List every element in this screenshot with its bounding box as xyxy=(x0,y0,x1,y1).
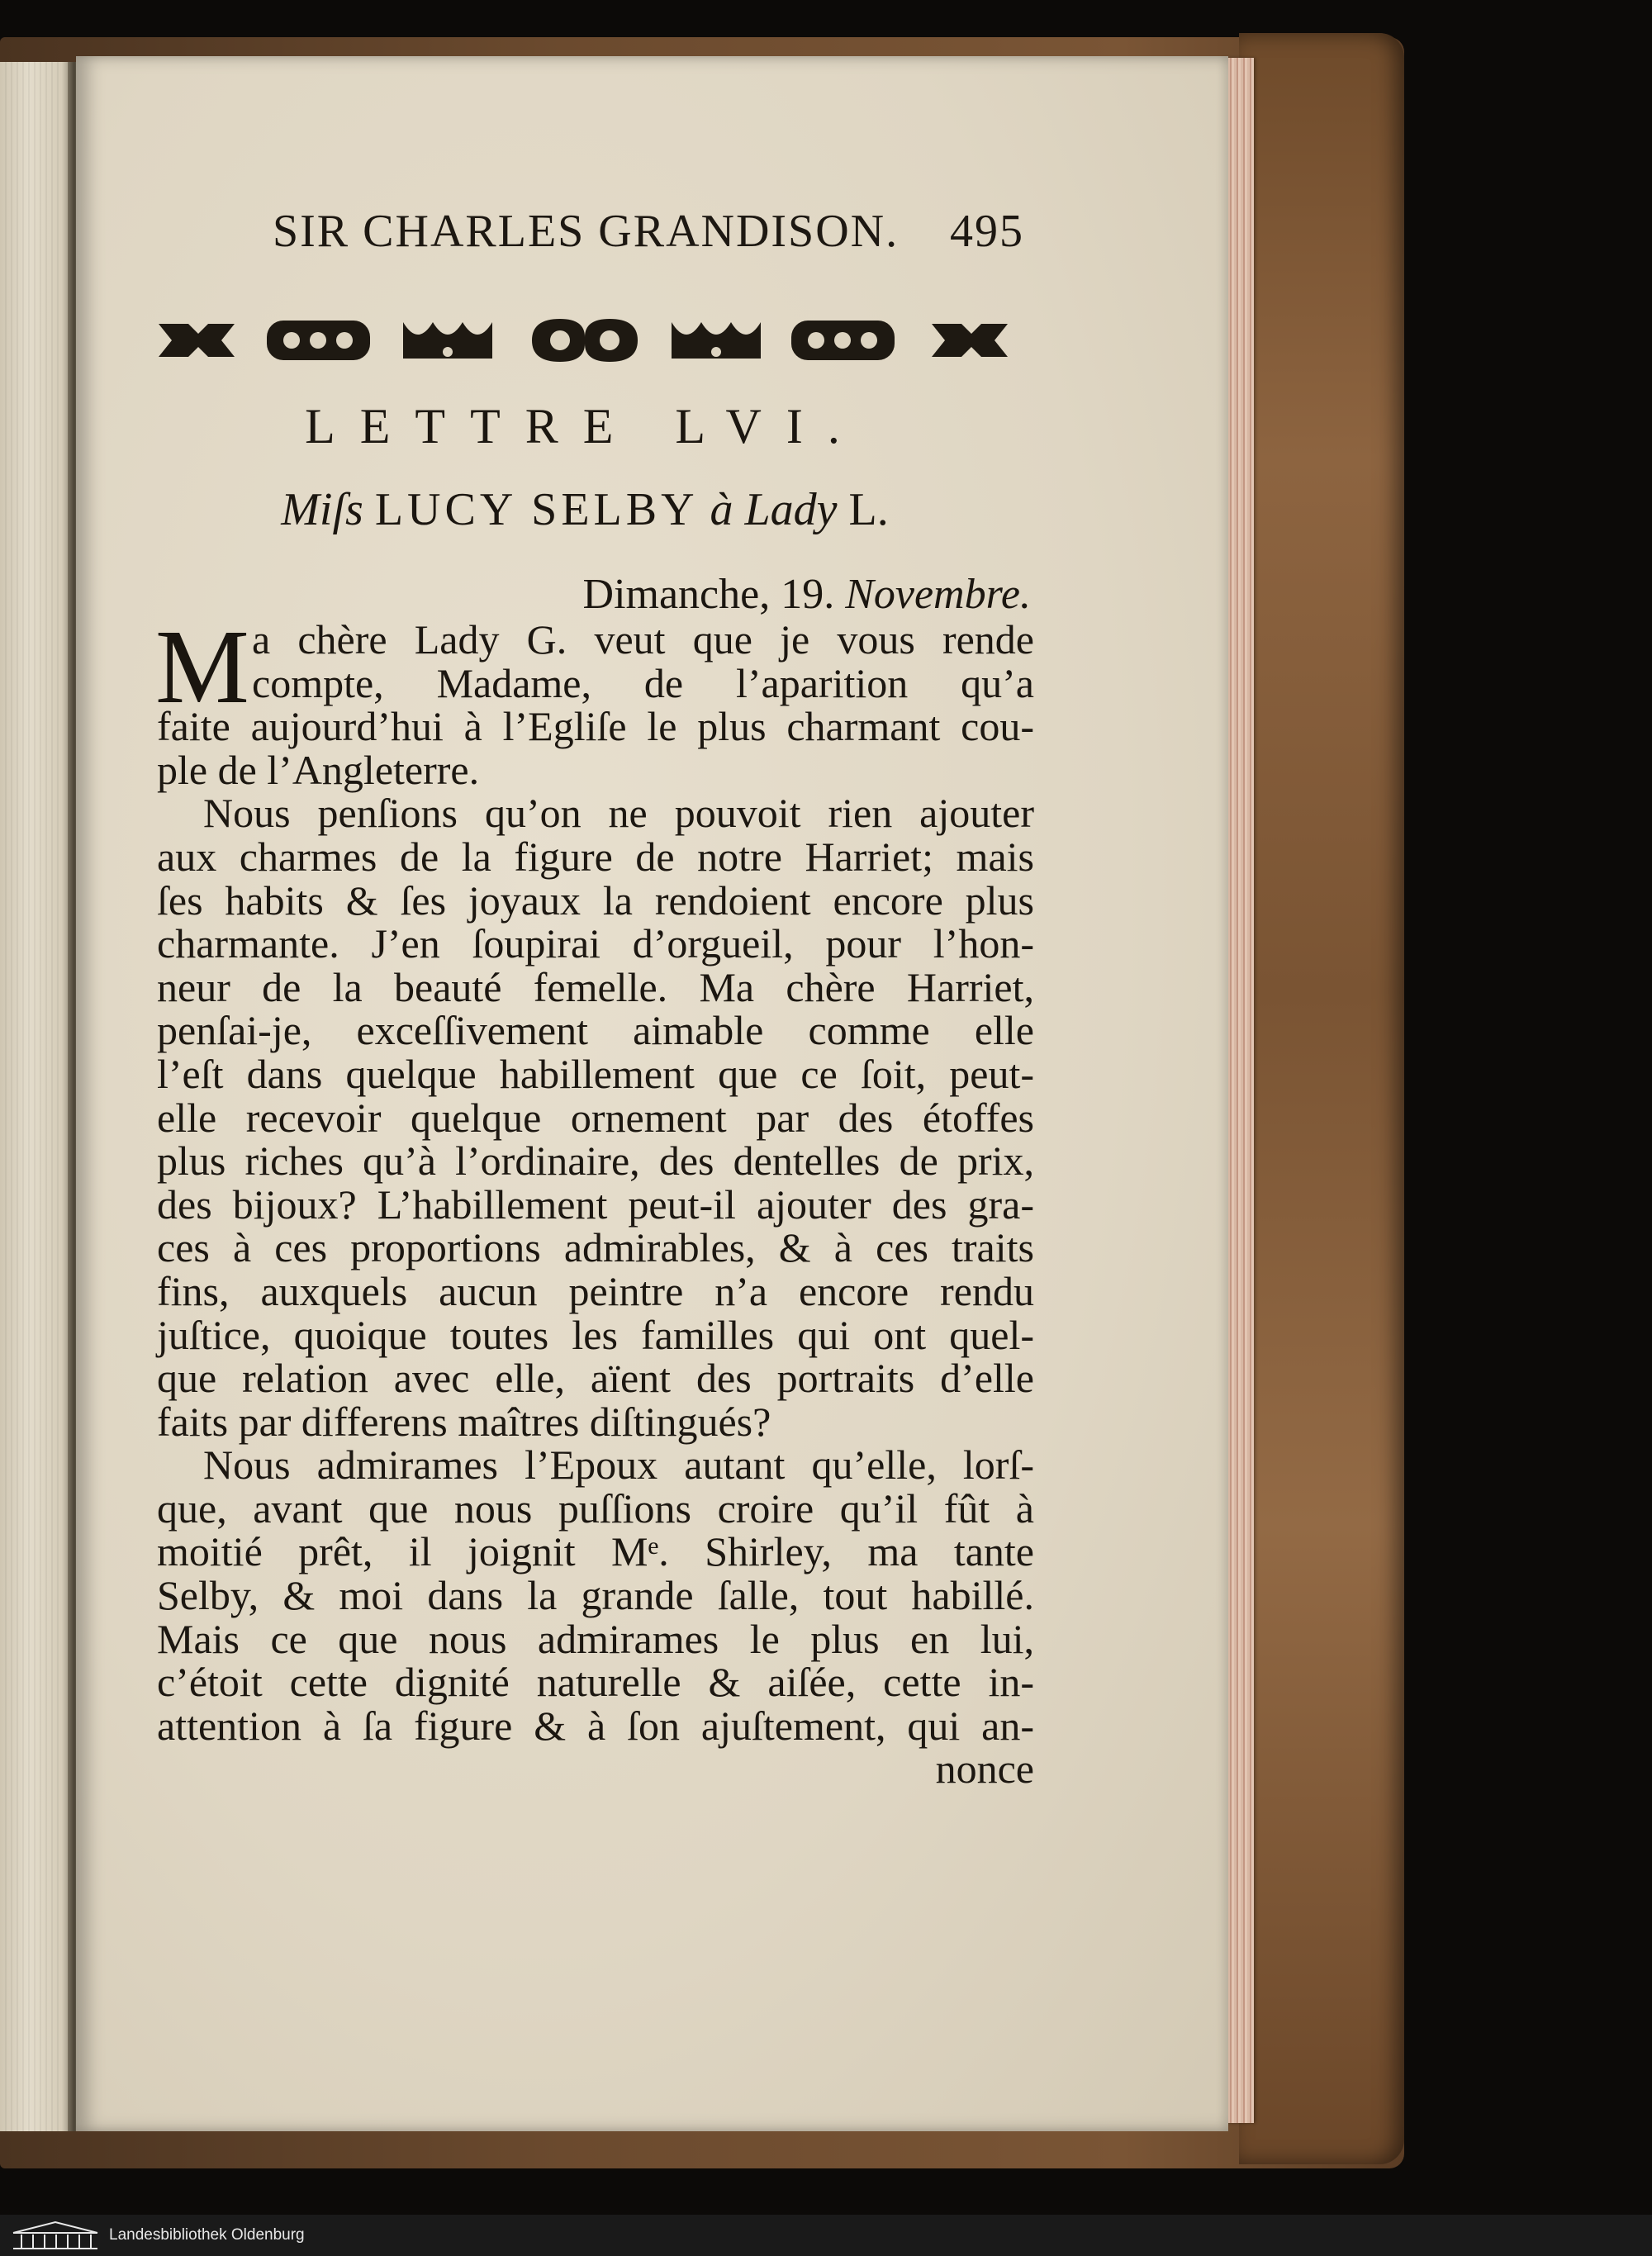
text-line: faite aujourd’hui à l’Egliſe le plus charmant cou- xyxy=(157,703,1034,750)
letter-address xyxy=(155,483,1014,536)
page-number: 495 xyxy=(950,206,1024,257)
ornament-icon xyxy=(532,319,638,362)
ornament-icon xyxy=(159,324,235,357)
text-line: ple de l’Angleterre. xyxy=(157,746,480,793)
text-line: charmante. J’en ſoupirai d’orgueil, pour l’hon- xyxy=(157,920,1034,967)
dateline-day: Dimanche, 19. xyxy=(582,571,835,618)
running-title: SIR CHARLES GRANDISON. xyxy=(273,206,900,257)
text-line: des bijoux? L’habillement peut-il ajouter des gra- xyxy=(157,1180,1034,1228)
text-line: Selby, & moi dans la grande ſalle, tout habillé. xyxy=(157,1572,1034,1619)
ornament-icon xyxy=(932,324,1008,357)
dateline xyxy=(155,570,1031,619)
text-line: elle recevoir quelque ornement par des étoffes xyxy=(157,1094,1034,1141)
text-line: juſtice, quoique toutes les familles qui ont quel- xyxy=(157,1311,1034,1358)
library-building-icon xyxy=(10,2220,101,2251)
address-part: Miſs xyxy=(281,484,363,535)
footer-bar xyxy=(0,2215,1652,2256)
ornament-icon xyxy=(791,321,895,360)
text-line: faits par differens maîtres diſtingués? xyxy=(157,1398,771,1445)
text-line: plus riches qu’à l’ordinaire, des dentelles de prix, xyxy=(157,1137,1034,1185)
text-line: Nous penſions qu’on ne pouvoit rien ajouter xyxy=(203,790,1034,837)
letter-heading: LETTRE LVI. xyxy=(305,399,865,454)
ornament-band xyxy=(155,314,1014,367)
text-line: Mais ce que nous admirames le plus en lui, xyxy=(157,1615,1034,1662)
dateline-month: Novembre. xyxy=(845,571,1031,618)
text-line: ces à ces proportions admirables, & à ces traits xyxy=(157,1224,1034,1271)
text-line: que, avant que nous puſſions croire qu’il fût à xyxy=(157,1484,1034,1532)
address-part: Lady xyxy=(744,484,838,535)
ornament-icon xyxy=(403,322,492,359)
text-line: Nous admirames l’Epoux autant qu’elle, lorſ- xyxy=(203,1441,1034,1489)
text-line: penſai-je, exceſſivement aimable comme elle xyxy=(157,1007,1034,1054)
text-line: aux charmes de la figure de notre Harriet; mais xyxy=(157,833,1034,880)
ornament-icon xyxy=(672,322,761,359)
text-line: que relation avec elle, aïent des portraits d’elle xyxy=(157,1355,1034,1402)
library-name: Landesbibliothek Oldenburg xyxy=(109,2226,305,2244)
text-line: l’eſt dans quelque habillement que ce ſoit, peut- xyxy=(157,1050,1034,1097)
text-line: attention à ſa figure & à ſon ajuſtement, qui an- xyxy=(157,1702,1034,1749)
drop-cap: M xyxy=(155,608,249,725)
left-page-texture xyxy=(5,62,63,2131)
address-part: L. xyxy=(848,484,889,535)
text-line: a chère Lady G. veut que je vous rende xyxy=(252,616,1034,663)
text-line: fins, auxquels aucun peintre n’a encore rendu xyxy=(157,1267,1034,1314)
text-line: c’étoit cette dignité naturelle & aiſée, cette in- xyxy=(157,1659,1034,1706)
address-part: à xyxy=(710,484,733,535)
ornament-icon xyxy=(267,321,370,360)
text-line: neur de la beauté femelle. Ma chère Harriet, xyxy=(157,963,1034,1010)
address-part: LUCY SELBY xyxy=(374,484,699,535)
running-head xyxy=(273,205,1024,271)
catchword: nonce xyxy=(935,1745,1034,1793)
text-line: ſes habits & ſes joyaux la rendoient encore plus xyxy=(157,876,1034,924)
body-text xyxy=(155,608,1034,1793)
leather-board xyxy=(1239,33,1404,2164)
text-line: compte, Madame, de l’aparition qu’a xyxy=(252,659,1034,706)
text-line: moitié prêt, il joignit Mᵉ. Shirley, ma tante xyxy=(157,1528,1034,1575)
